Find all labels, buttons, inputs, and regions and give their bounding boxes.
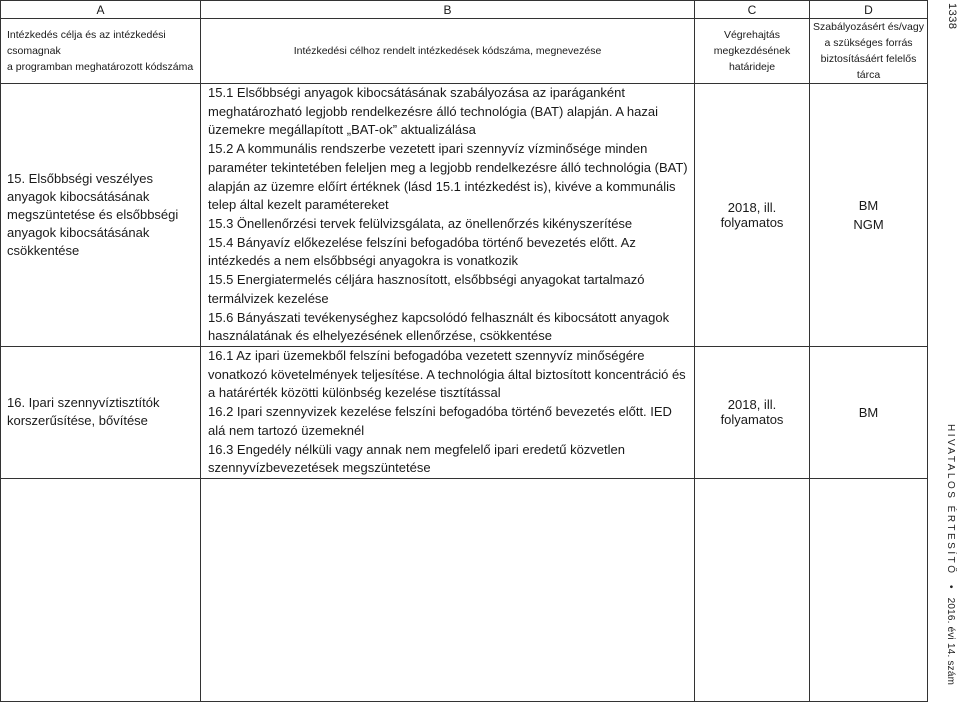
measure-item: 15.1 Elsőbbségi anyagok kibocsátásának szabályozása az iparáganként meghatározható legjobb rendelkezésre álló technológia (BAT) alapján. A hazai üzemekre megállapított „BAT-ok” aktualizálása — [208, 85, 658, 138]
header-row — [1, 19, 928, 84]
empty-cell — [810, 478, 928, 701]
empty-cell — [695, 478, 810, 701]
goal-cell: 16. Ipari szennyvíztisztítók korszerűsítése, bővítése — [1, 347, 201, 479]
header-responsible-line3: biztosításáért felelős tárca — [820, 53, 917, 81]
journal-issue: 2016. évi 14. szám — [945, 597, 956, 685]
measure-item: 16.1 Az ipari üzemekből felszíni befogadóba vezetett szennyvíz minőségére vonatkozó követelmények teljesítése. A technológia által biztosított koncentráció és a határérték közötti különbség kezelése tisztítással — [208, 348, 686, 401]
goal-cell: 15. Elsőbbségi veszélyes anyagok kibocsátásának megszüntetése és elsőbbségi anyagok kibocsátásának csökkentése — [1, 84, 201, 347]
measures-cell — [201, 84, 695, 347]
journal-name: HIVATALOS ÉRTESÍTŐ — [945, 423, 956, 576]
column-letter-b: B — [201, 1, 695, 19]
header-measures: Intézkedési célhoz rendelt intézkedések kódszáma, megnevezése — [201, 19, 695, 84]
header-goal-line2: a programban meghatározott kódszáma — [7, 61, 194, 73]
measure-item: 15.6 Bányászati tevékenységhez kapcsolódó felhasznált és kibocsátott anyagok használatának és elhelyezésének ellenőrzése, csökkentése — [208, 309, 670, 344]
column-letter-row — [1, 1, 928, 19]
table-row — [1, 84, 928, 347]
responsible-ministry: BM — [858, 198, 879, 213]
empty-cell — [201, 478, 695, 701]
measures-cell — [201, 347, 695, 479]
header-responsible-line1: Szabályozásért és/vagy — [813, 21, 924, 33]
responsible-ministry: BM — [858, 404, 879, 420]
header-deadline-line3: határideje — [728, 61, 776, 73]
journal-separator: • — [945, 584, 956, 589]
measure-item: 15.5 Energiatermelés céljára hasznosított, elsőbbségi anyagokat tartalmazó termálvizek kezelése — [208, 272, 645, 306]
column-letter-c: C — [695, 1, 810, 19]
measure-item: 15.4 Bányavíz előkezelése felszíni befogadóba történő bevezetés előtt. Az intézkedés a nem elsőbbségi anyagokra is vonatkozik — [208, 234, 636, 269]
column-letter-d: D — [810, 1, 928, 19]
responsible-cell — [810, 84, 928, 347]
empty-cell — [1, 478, 201, 701]
measure-item: 16.2 Ipari szennyvizek kezelése felszíni befogadóba történő bevezetés előtt. IED alá nem tartozó üzemeknél — [208, 404, 672, 438]
header-deadline — [695, 19, 810, 84]
measure-item: 15.3 Önellenőrzési tervek felülvizsgálata, az önellenőrzés kikényszerítése — [208, 216, 633, 231]
measure-item: 16.3 Engedély nélküli vagy annak nem megfelelő ipari eredetű közvetlen szennyvízbevezetések megszüntetése — [208, 441, 625, 476]
header-deadline-line1: Végrehajtás — [723, 29, 781, 41]
page-margin — [934, 0, 960, 691]
header-responsible-line2: a szükséges forrás — [824, 37, 913, 49]
empty-row — [1, 478, 928, 701]
journal-footer — [945, 424, 956, 685]
measure-item: 15.2 A kommunális rendszerbe vezetett ipari szennyvíz vízminősége minden paraméter tekintetében feleljen meg a legjobb rendelkezésre álló technológia (BAT) alapján az üzemre előírt értéknek (lásd 15.1 intézkedést is), kivéve a kommunális telep által kezelt paramétereket — [208, 141, 688, 213]
header-responsible — [810, 19, 928, 84]
header-goal-line1: Intézkedés célja és az intézkedési csomagnak — [7, 29, 166, 57]
header-deadline-line2: megkezdésének — [713, 45, 791, 57]
responsible-cell — [810, 347, 928, 479]
column-letter-a: A — [1, 1, 201, 19]
page-number: 1338 — [946, 3, 958, 30]
deadline-cell: 2018, ill. folyamatos — [695, 84, 810, 347]
table-row — [1, 347, 928, 479]
deadline-cell: 2018, ill. folyamatos — [695, 347, 810, 479]
header-goal — [1, 19, 201, 84]
responsible-ministry: NGM — [853, 217, 884, 232]
